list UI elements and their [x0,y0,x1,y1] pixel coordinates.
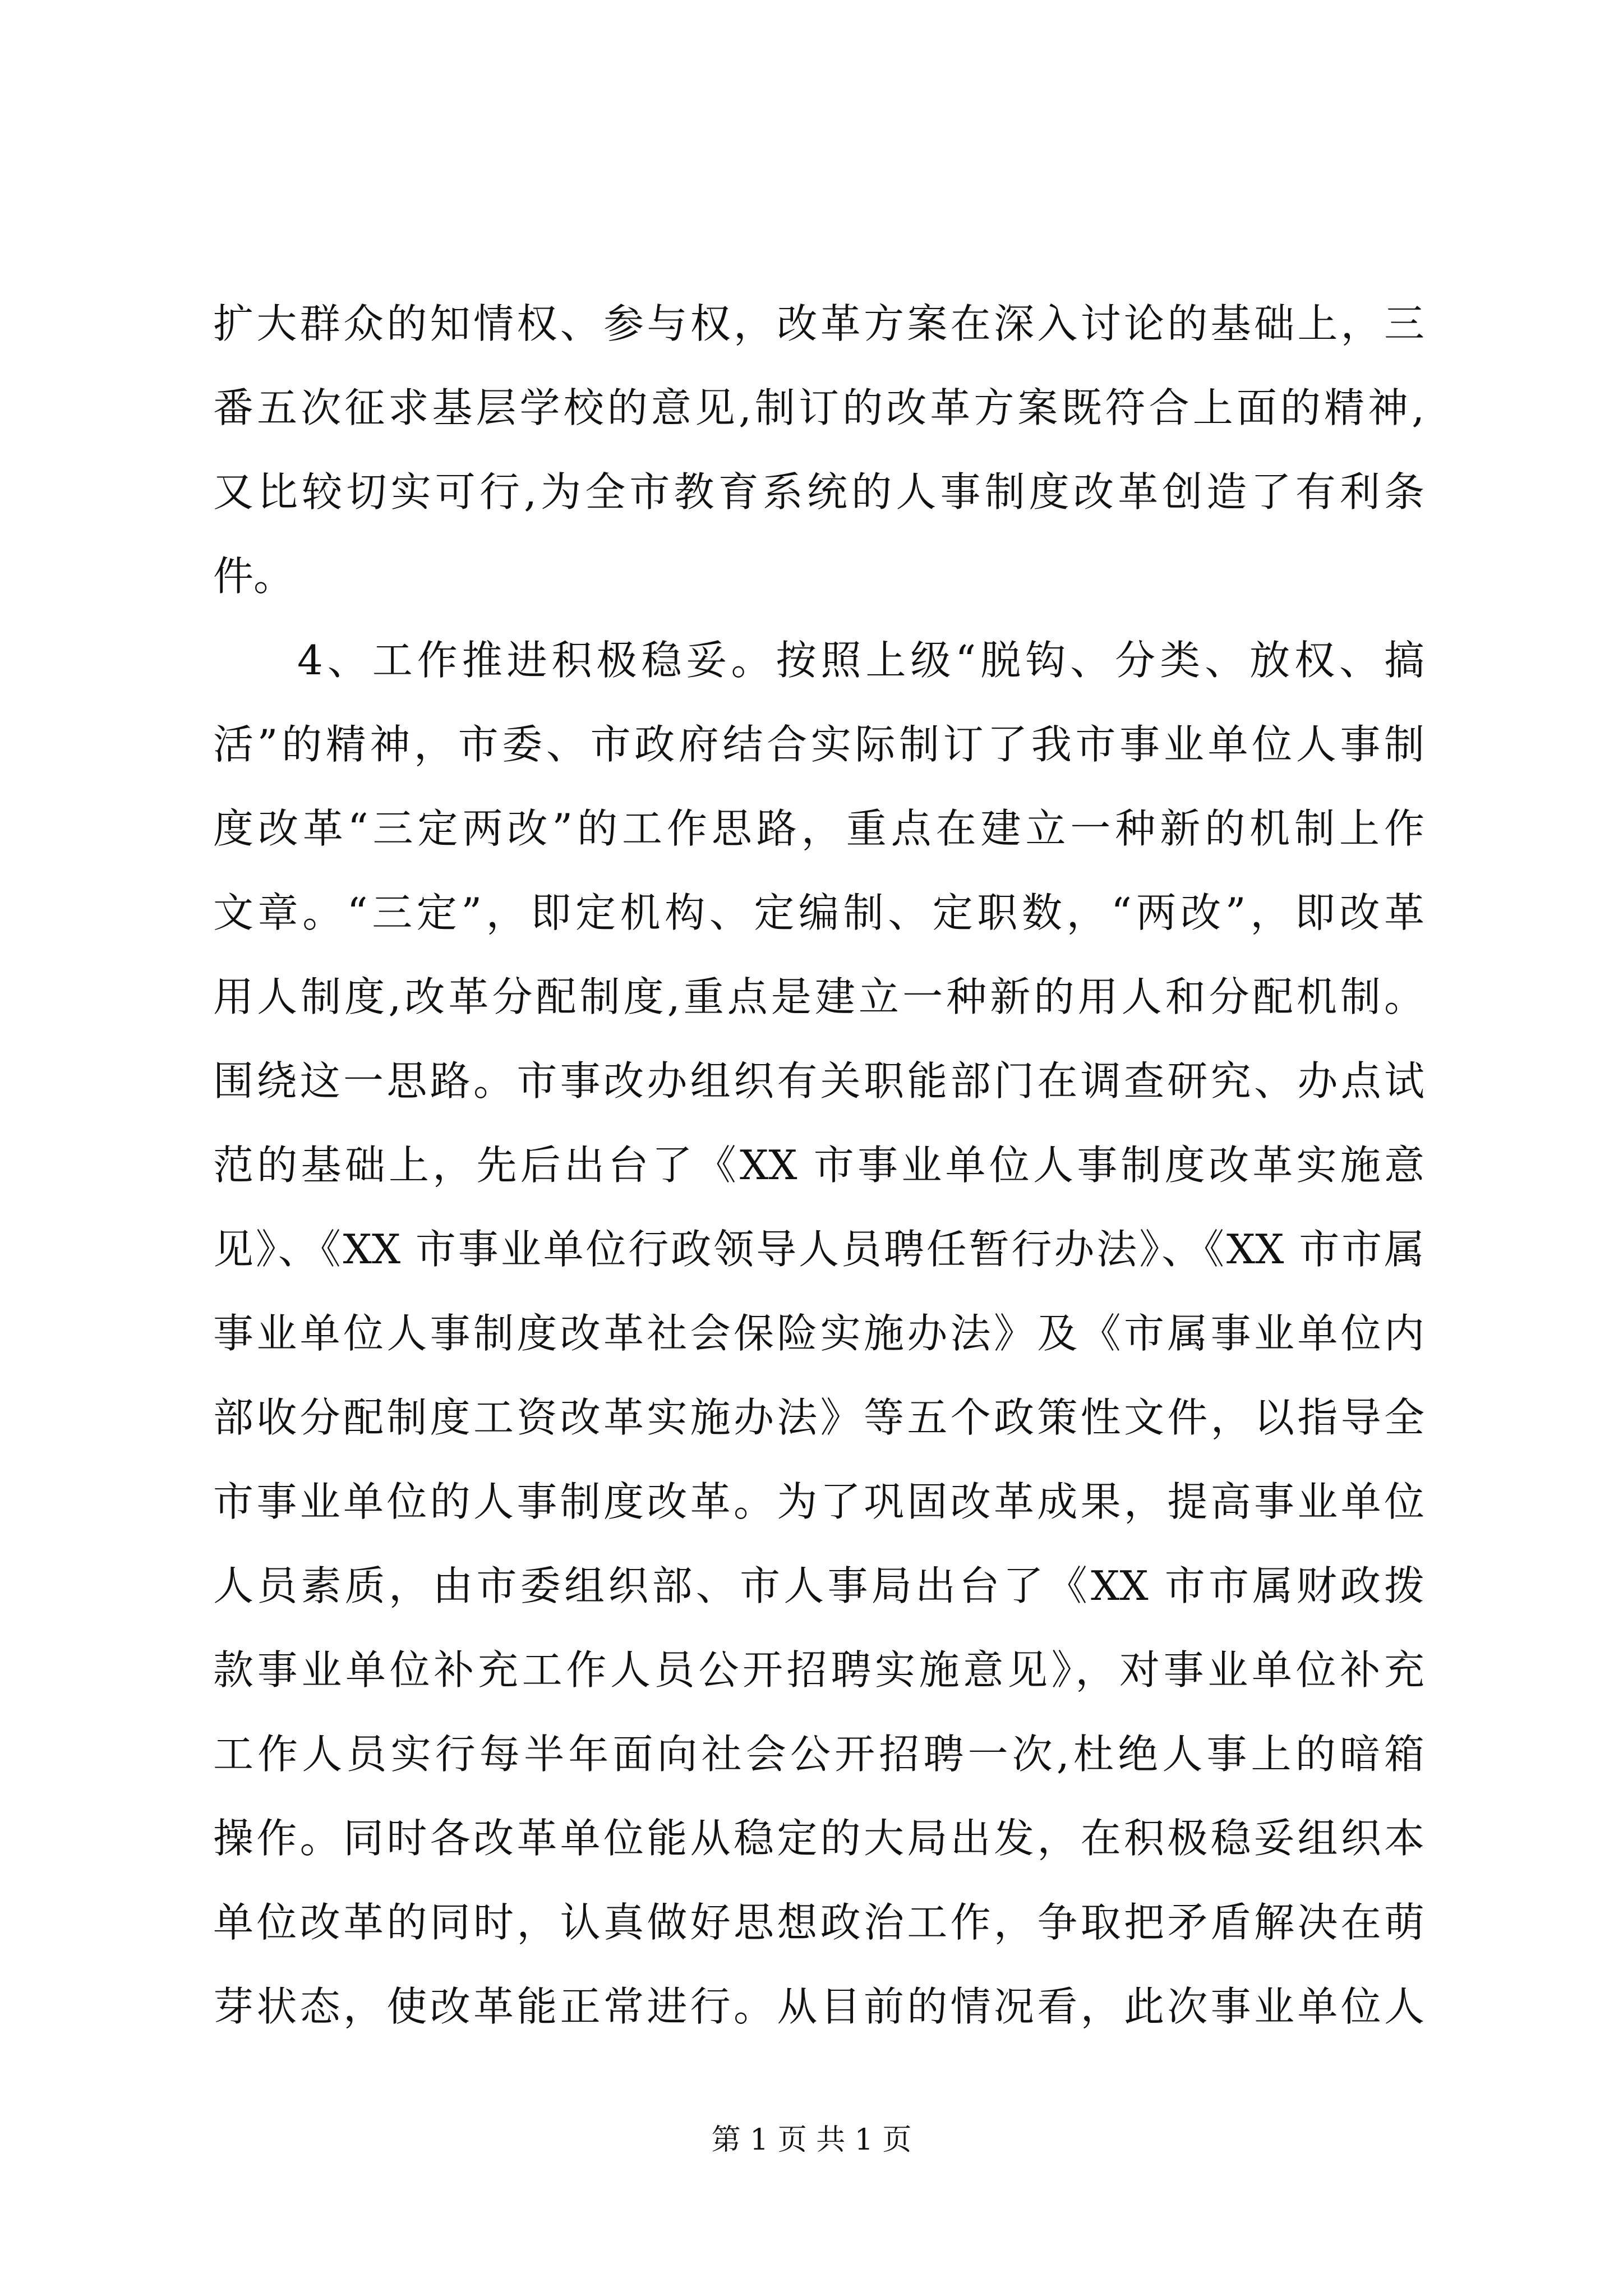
text-line: 文章。“三定”，即定机构、定编制、定职数，“两改”，即改革 [213,889,1424,936]
text-line: 部收分配制度工资改革实施办法》等五个政策性文件，以指导全 [213,1394,1424,1441]
text-line: 人员素质，由市委组织部、市人事局出台了《XX 市市属财政拨 [213,1562,1424,1609]
text-line: 件。 [213,553,294,600]
text-line: 活”的精神，市委、市政府结合实际制订了我市事业单位人事制 [213,721,1424,768]
text-line: 围绕这一思路。市事改办组织有关职能部门在调查研究、办点试 [213,1057,1424,1105]
paragraph-start-line: 4、工作推进积极稳妥。按照上级“脱钩、分类、放权、搞 [297,637,1424,684]
text-line: 用人制度,改革分配制度,重点是建立一种新的用人和分配机制。 [213,973,1424,1020]
text-line: 芽状态，使改革能正常进行。从目前的情况看，此次事业单位人 [213,1983,1424,2030]
text-line: 范的基础上，先后出台了《XX 市事业单位人事制度改革实施意 [213,1142,1424,1189]
text-line: 度改革“三定两改”的工作思路，重点在建立一种新的机制上作 [213,805,1424,852]
text-line: 工作人员实行每半年面向社会公开招聘一次,杜绝人事上的暗箱 [213,1731,1424,1778]
text-line: 款事业单位补充工作人员公开招聘实施意见》，对事业单位补充 [213,1646,1424,1694]
text-line: 市事业单位的人事制度改革。为了巩固改革成果，提高事业单位 [213,1478,1424,1525]
text-line: 事业单位人事制度改革社会保险实施办法》及《市属事业单位内 [213,1310,1424,1357]
text-line: 操作。同时各改革单位能从稳定的大局出发，在积极稳妥组织本 [213,1815,1424,1862]
page-footer: 第 1 页 共 1 页 [711,2123,912,2157]
text-line: 扩大群众的知情权、参与权，改革方案在深入讨论的基础上，三 [213,300,1424,347]
text-line: 见》、《XX 市事业单位行政领导人员聘任暂行办法》、《XX 市市属 [213,1226,1424,1273]
text-line: 番五次征求基层学校的意见,制订的改革方案既符合上面的精神, [213,384,1424,431]
text-line: 单位改革的同时，认真做好思想政治工作，争取把矛盾解决在萌 [213,1899,1424,1946]
text-line: 又比较切实可行,为全市教育系统的人事制度改革创造了有利条 [213,468,1424,516]
